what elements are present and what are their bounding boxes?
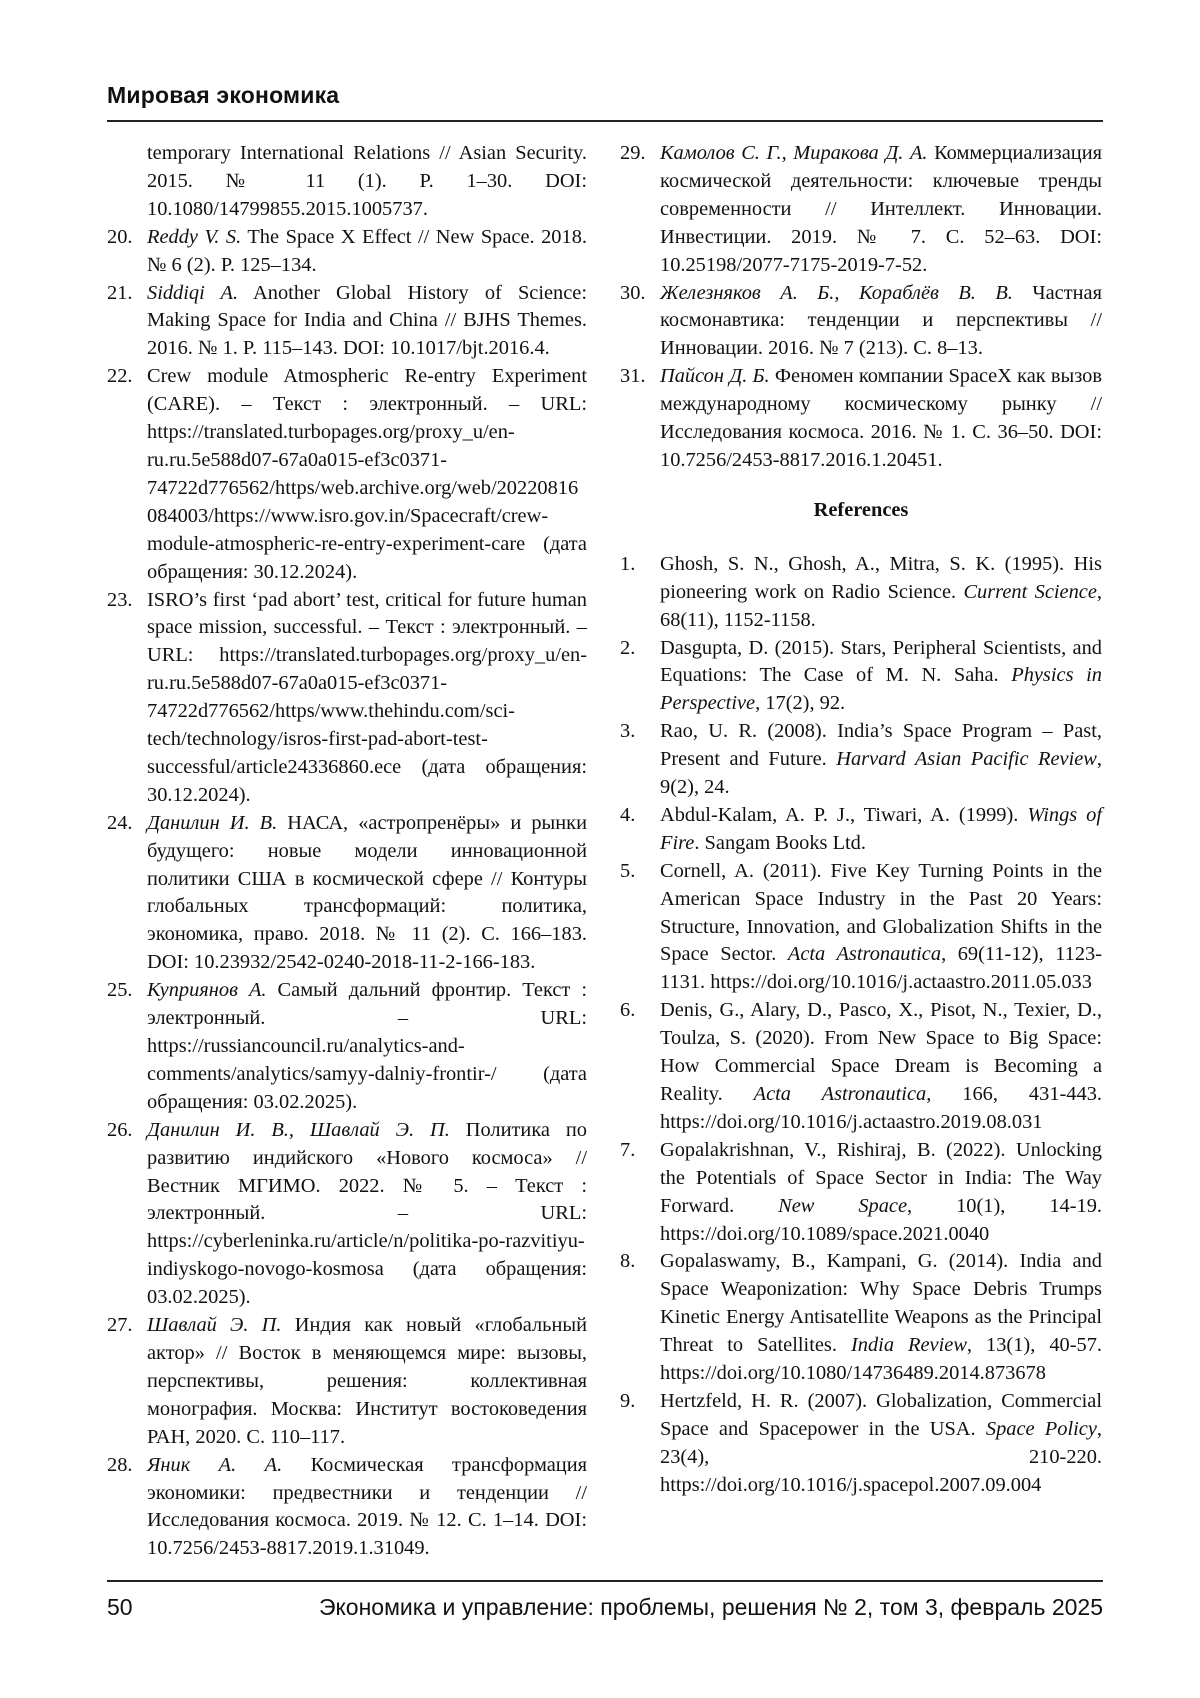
running-header: Мировая экономика: [107, 82, 340, 108]
english-reference-8: [620, 1248, 1102, 1388]
reference-body: [147, 224, 587, 280]
left-column: [107, 140, 587, 1563]
reference-details: , 166, 431-443. https://doi.org/10.1016/j.actaastro.2019.08.031: [660, 1083, 1102, 1133]
reference-body: [147, 977, 587, 1117]
english-reference-9: [620, 1388, 1102, 1500]
reference-text: Crew module Atmospheric Re-entry Experiment (CARE). – Текст : электронный. – URL: https://translated.turbopages.org/proxy_u/en-ru.ru.5e588d07-67a0a015-ef3c0371-74722d776562/https/web.archive.org/web/20220816084003/https://www.isro.gov.in/Spacecraft/crew-module-atmospheric-re-entry-experiment-care (дата обращения: 30.12.2024).: [147, 365, 587, 583]
journal-title: Экономика и управление: проблемы, решения № 2, том 3, февраль 2025: [318, 1594, 1103, 1620]
reference-item-23: [107, 587, 587, 810]
reference-number: 31.: [620, 365, 646, 388]
reference-text: Политика по развитию индийского «Нового космоса» // Вестник МГИМО. 2022. № 5. – Текст : электронный. – URL: https://cyberleninka.ru/article/n/politika-po-razvitiyu-indiyskogo-novogo-kosmosa (дата обращения: 03.02.2025).: [147, 1118, 588, 1309]
reference-item-28: [107, 1452, 587, 1564]
reference-text: Hertzfeld, H. R. (2007). Globalization, Commercial Space and Spacepower in the USA.: [660, 1389, 1102, 1440]
reference-body: [660, 802, 1102, 858]
reference-details: , 23(4), 210-220. https://doi.org/10.1016/j.spacepol.2007.09.004: [660, 1417, 1102, 1496]
reference-author: Данилин И. В., Шавлай Э. П.: [147, 1118, 450, 1141]
reference-number: 25.: [107, 979, 133, 1002]
reference-body: [147, 1117, 587, 1312]
english-reference-7: [620, 1137, 1102, 1249]
reference-details: , 10(1), 14-19. https://doi.org/10.1089/space.2021.0040: [660, 1194, 1102, 1245]
reference-source: Physics in Perspective: [660, 664, 1102, 715]
reference-text: Космическая трансформация экономики: предвестники и тенденции // Исследования космоса. 2019. № 12. С. 1–14. DOI: 10.7256/2453-8817.2019.1.31049.: [147, 1453, 587, 1560]
reference-source: New Space: [778, 1194, 908, 1217]
english-reference-2: [620, 635, 1102, 719]
reference-number: 27.: [107, 1314, 133, 1337]
reference-number: 22.: [107, 365, 133, 388]
reference-text: The Space X Effect // New Space. 2018. № 6 (2). P. 125–134.: [147, 225, 587, 276]
reference-details: , 68(11), 1152-1158.: [660, 580, 1102, 631]
references-heading: References: [813, 498, 909, 521]
reference-number: 5.: [620, 859, 636, 882]
reference-source: Acta Astronautica: [787, 943, 942, 966]
reference-item-22: [107, 363, 587, 586]
reference-source: Current Science: [963, 580, 1097, 603]
reference-number: 23.: [107, 588, 133, 611]
reference-source: Acta Astronautica: [753, 1083, 927, 1105]
reference-text: Abdul-Kalam, A. P. J., Tiwari, A. (1999).: [660, 803, 1028, 826]
reference-body: [147, 587, 587, 810]
footer-rule: [107, 1580, 1103, 1582]
reference-number: 28.: [107, 1453, 133, 1476]
reference-text: НАСА, «астропренёры» и рынки будущего: новые модели инновационной политики США в космической сфере // Контуры глобальных трансформаций: политика, экономика, право. 2018. № 11 (2). С. 166–183. DOI: 10.23932/2542-0240-2018-11-2-166-183.: [147, 811, 587, 974]
reference-number: 4.: [620, 803, 636, 826]
reference-body: [660, 997, 1102, 1137]
reference-text: Denis, G., Alary, D., Pasco, X., Pisot, N., Texier, D., Toulza, S. (2020). From New Space to Big Space: How Commercial Space Dream is Becoming a Reality.: [660, 999, 1102, 1105]
reference-body: [147, 1452, 587, 1564]
reference-author: Железняков А. Б., Кораблёв В. В.: [660, 281, 1013, 304]
reference-item-30: [620, 280, 1102, 364]
reference-source: India Review: [850, 1334, 967, 1357]
reference-text: ISRO’s first ‘pad abort’ test, critical for future human space mission, successful. – Текст : электронный. – URL: https://translated.turbopages.org/proxy_u/en-ru.ru.5e588d07-67a0a015-ef3c0371-74722d776562/https/www.thehindu.com/sci-tech/technology/isros-first-pad-abort-test-successful/article24336860.ece (дата обращения: 30.12.2024).: [147, 588, 587, 806]
reference-body: [660, 551, 1102, 635]
reference-text: Cornell, A. (2011). Five Key Turning Points in the American Space Industry in the Past 20 Years: Structure, Innovation, and Globalization Shifts in the Space Sector.: [660, 859, 1102, 966]
reference-body: [660, 718, 1102, 802]
reference-number: 2.: [620, 636, 636, 659]
reference-body: [147, 1312, 587, 1452]
reference-body: [660, 363, 1102, 475]
reference-number: 3.: [620, 720, 636, 743]
reference-text: Ghosh, S. N., Ghosh, A., Mitra, S. K. (1995). His pioneering work on Radio Science.: [660, 552, 1102, 603]
reference-continuation: temporary International Relations // Asian Security. 2015. № 11 (1). P. 1–30. DOI: 10.1080/14799855.2015.1005737.: [147, 142, 587, 220]
english-reference-6: [620, 997, 1102, 1137]
reference-source: Harvard Asian Pacific Review: [836, 748, 1097, 771]
reference-author: Данилин И. В.: [147, 811, 278, 834]
reference-author: Куприянов А.: [147, 979, 267, 1002]
reference-details: , 9(2), 24.: [660, 748, 1102, 799]
header-rule: [107, 120, 1103, 122]
reference-body: [660, 140, 1102, 280]
reference-number: 30.: [620, 281, 646, 304]
reference-text: Самый дальний фронтир. Текст : электронный. – URL: https://russiancouncil.ru/analytics-and-comments/analytics/samyy-dalniy-frontir-/ (дата обращения: 03.02.2025).: [147, 979, 588, 1113]
reference-number: 20.: [107, 225, 133, 248]
reference-text: Another Global History of Science: Making Space for India and China // BJHS Themes. 2016. № 1. P. 115–143. DOI: 10.1017/bjt.2016.4.: [147, 281, 588, 360]
reference-body: [660, 635, 1102, 719]
reference-details: , 17(2), 92.: [755, 692, 846, 715]
right-column: [620, 140, 1102, 1500]
reference-item-29: [620, 140, 1102, 280]
reference-item-20: [107, 224, 587, 280]
reference-text: Индия как новый «глобальный актор» // Восток в меняющемся мире: вызовы, перспективы, решения: коллективная монография. Москва: Институт востоковедения РАН, 2020. С. 110–117.: [147, 1314, 588, 1448]
reference-number: 8.: [620, 1250, 636, 1273]
reference-text: Gopalakrishnan, V., Rishiraj, B. (2022). Unlocking the Potentials of Space Sector in India: The Way Forward.: [660, 1138, 1102, 1217]
reference-number: 9.: [620, 1389, 636, 1412]
reference-text: Коммерциализация космической деятельности: ключевые тренды современности // Интеллект. Инновации. Инвестиции. 2019. № 7. С. 52–63. DOI: 10.25198/2077-7175-2019-7-52.: [660, 142, 1102, 276]
reference-author: Камолов С. Г., Миракова Д. А.: [660, 142, 928, 164]
reference-source: Space Policy: [985, 1417, 1097, 1440]
reference-author: Шавлай Э. П.: [147, 1314, 282, 1337]
reference-author: Пайсон Д. Б.: [660, 365, 770, 388]
reference-item-24: [107, 810, 587, 977]
page-number: 50: [107, 1594, 133, 1620]
page-footer: [107, 1594, 1103, 1628]
reference-details: , 69(11-12), 1123-1131. https://doi.org/10.1016/j.actaastro.2011.05.033: [660, 943, 1102, 994]
reference-text: Gopalaswamy, B., Kampani, G. (2014). India and Space Weaponization: Why Space Debris Trumps Kinetic Energy Antisatellite Weapons as the Principal Threat to Satellites.: [660, 1250, 1102, 1357]
reference-author: Reddy V. S.: [147, 225, 242, 248]
reference-item-27: [107, 1312, 587, 1452]
reference-source: Wings of Fire: [660, 803, 1102, 854]
reference-text: Dasgupta, D. (2015). Stars, Peripheral Scientists, and Equations: The Case of M. N. Saha.: [660, 636, 1102, 687]
reference-text: Феномен компании SpaceX как вызов международному космическому рынку // Исследования космоса. 2016. № 1. С. 36–50. DOI: 10.7256/2453-8817.2016.1.20451.: [660, 365, 1102, 471]
english-reference-3: [620, 718, 1102, 802]
reference-item-26: [107, 1117, 587, 1312]
reference-body: [147, 363, 587, 586]
english-reference-5: [620, 858, 1102, 998]
english-reference-4: [620, 802, 1102, 858]
reference-details: . Sangam Books Ltd.: [694, 831, 866, 854]
reference-body: [660, 1248, 1102, 1388]
reference-number: 21.: [107, 281, 133, 304]
reference-number: 29.: [620, 142, 646, 164]
reference-body: [147, 280, 587, 364]
reference-number: 26.: [107, 1118, 133, 1141]
reference-number: 6.: [620, 999, 636, 1022]
reference-author: Siddiqi A.: [147, 281, 239, 304]
reference-body: [660, 280, 1102, 364]
reference-number: 7.: [620, 1138, 636, 1161]
reference-body: [660, 1388, 1102, 1500]
english-reference-1: [620, 551, 1102, 635]
reference-author: Яник А. А.: [147, 1453, 283, 1476]
reference-item-31: [620, 363, 1102, 475]
reference-item-21: [107, 280, 587, 364]
reference-body: [660, 1137, 1102, 1249]
reference-body: [660, 858, 1102, 998]
reference-number: 1.: [620, 552, 636, 575]
reference-text: Частная космонавтика: тенденции и перспективы // Инновации. 2016. № 7 (213). С. 8–13.: [660, 281, 1102, 360]
reference-item-25: [107, 977, 587, 1117]
reference-details: , 13(1), 40-57. https://doi.org/10.1080/14736489.2014.873678: [660, 1334, 1102, 1385]
reference-text: Rao, U. R. (2008). India’s Space Program – Past, Present and Future.: [660, 720, 1102, 771]
reference-body: [147, 810, 587, 977]
reference-number: 24.: [107, 811, 133, 834]
